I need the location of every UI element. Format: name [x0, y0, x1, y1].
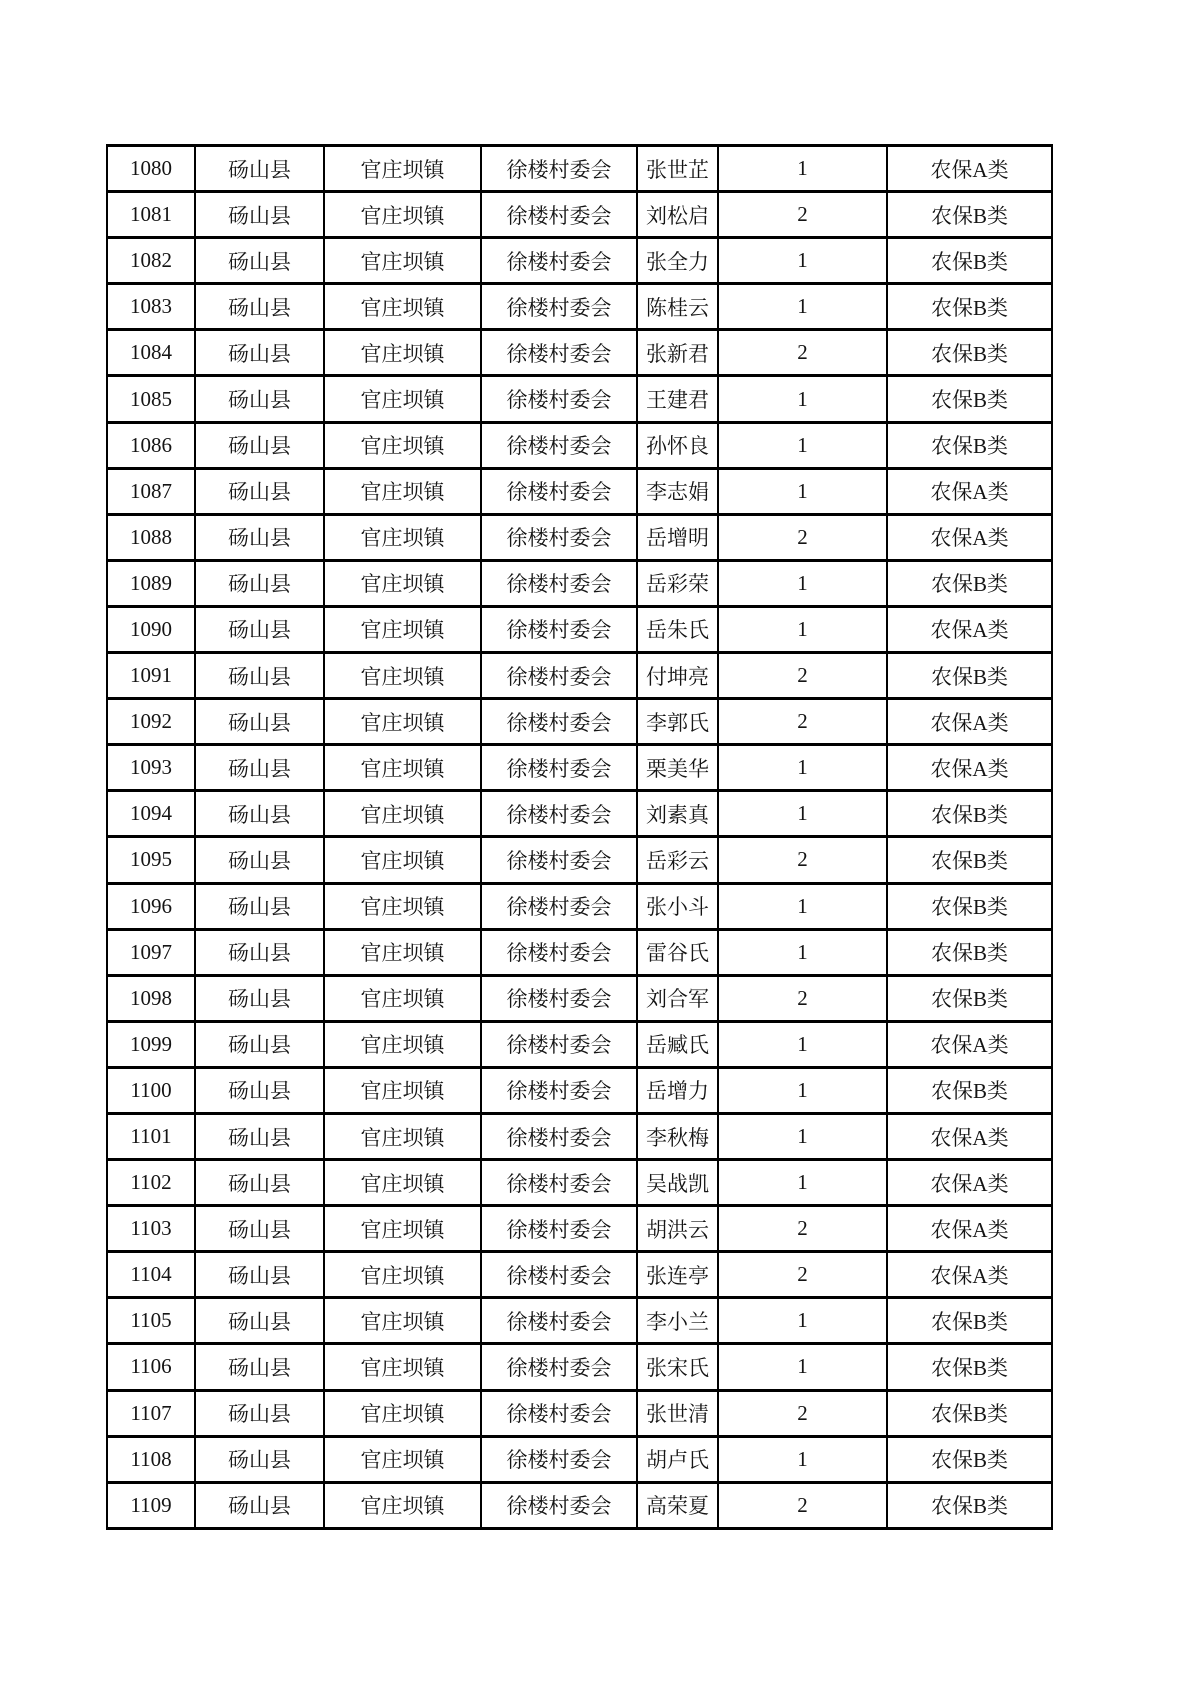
cell-count: 1: [718, 1113, 887, 1159]
cell-count: 1: [718, 284, 887, 330]
cell-serial: 1088: [107, 514, 195, 560]
cell-insurance_category: 农保A类: [887, 1113, 1052, 1159]
cell-insurance_category: 农保B类: [887, 791, 1052, 837]
cell-county: 砀山县: [195, 560, 324, 606]
cell-count: 2: [718, 192, 887, 238]
cell-serial: 1094: [107, 791, 195, 837]
cell-name: 栗美华: [637, 745, 718, 791]
cell-town: 官庄坝镇: [324, 192, 481, 238]
cell-village: 徐楼村委会: [481, 653, 637, 699]
cell-count: 2: [718, 699, 887, 745]
table-row: [107, 376, 1052, 422]
cell-insurance_category: 农保A类: [887, 745, 1052, 791]
cell-count: 1: [718, 560, 887, 606]
cell-county: 砀山县: [195, 514, 324, 560]
cell-count: 1: [718, 468, 887, 514]
cell-insurance_category: 农保B类: [887, 192, 1052, 238]
table-row: [107, 1482, 1052, 1528]
cell-village: 徐楼村委会: [481, 883, 637, 929]
cell-serial: 1099: [107, 1021, 195, 1067]
cell-name: 胡卢氏: [637, 1436, 718, 1482]
cell-village: 徐楼村委会: [481, 1298, 637, 1344]
table-row: [107, 1206, 1052, 1252]
cell-name: 张宋氏: [637, 1344, 718, 1390]
cell-town: 官庄坝镇: [324, 422, 481, 468]
cell-town: 官庄坝镇: [324, 560, 481, 606]
cell-name: 李志娟: [637, 468, 718, 514]
cell-village: 徐楼村委会: [481, 975, 637, 1021]
table-row: [107, 1390, 1052, 1436]
cell-serial: 1096: [107, 883, 195, 929]
cell-count: 1: [718, 422, 887, 468]
cell-count: 2: [718, 975, 887, 1021]
cell-county: 砀山县: [195, 929, 324, 975]
cell-count: 1: [718, 791, 887, 837]
table-row: [107, 192, 1052, 238]
cell-county: 砀山县: [195, 606, 324, 652]
cell-town: 官庄坝镇: [324, 330, 481, 376]
cell-county: 砀山县: [195, 1298, 324, 1344]
cell-name: 李秋梅: [637, 1113, 718, 1159]
cell-village: 徐楼村委会: [481, 837, 637, 883]
cell-count: 1: [718, 1298, 887, 1344]
cell-name: 刘松启: [637, 192, 718, 238]
cell-town: 官庄坝镇: [324, 1021, 481, 1067]
cell-name: 张连亭: [637, 1252, 718, 1298]
table-row: [107, 837, 1052, 883]
table-row: [107, 560, 1052, 606]
cell-insurance_category: 农保B类: [887, 1390, 1052, 1436]
cell-village: 徐楼村委会: [481, 468, 637, 514]
record-table: [106, 144, 1053, 1530]
cell-village: 徐楼村委会: [481, 1482, 637, 1528]
cell-name: 张世芷: [637, 146, 718, 192]
cell-count: 1: [718, 146, 887, 192]
cell-name: 岳增明: [637, 514, 718, 560]
cell-insurance_category: 农保A类: [887, 1252, 1052, 1298]
cell-county: 砀山县: [195, 883, 324, 929]
cell-town: 官庄坝镇: [324, 514, 481, 560]
cell-county: 砀山县: [195, 192, 324, 238]
cell-count: 1: [718, 1160, 887, 1206]
cell-insurance_category: 农保A类: [887, 1021, 1052, 1067]
cell-insurance_category: 农保B类: [887, 330, 1052, 376]
cell-town: 官庄坝镇: [324, 745, 481, 791]
cell-town: 官庄坝镇: [324, 606, 481, 652]
cell-count: 1: [718, 883, 887, 929]
cell-county: 砀山县: [195, 653, 324, 699]
cell-town: 官庄坝镇: [324, 791, 481, 837]
cell-county: 砀山县: [195, 1482, 324, 1528]
cell-name: 岳朱氏: [637, 606, 718, 652]
cell-town: 官庄坝镇: [324, 1252, 481, 1298]
cell-insurance_category: 农保A类: [887, 606, 1052, 652]
cell-village: 徐楼村委会: [481, 1390, 637, 1436]
cell-county: 砀山县: [195, 422, 324, 468]
cell-town: 官庄坝镇: [324, 1298, 481, 1344]
cell-serial: 1103: [107, 1206, 195, 1252]
cell-count: 1: [718, 1344, 887, 1390]
table-row: [107, 975, 1052, 1021]
cell-count: 1: [718, 606, 887, 652]
cell-insurance_category: 农保B类: [887, 1298, 1052, 1344]
cell-count: 2: [718, 653, 887, 699]
cell-serial: 1104: [107, 1252, 195, 1298]
cell-serial: 1102: [107, 1160, 195, 1206]
cell-county: 砀山县: [195, 1344, 324, 1390]
cell-village: 徐楼村委会: [481, 560, 637, 606]
cell-name: 张新君: [637, 330, 718, 376]
cell-name: 高荣夏: [637, 1482, 718, 1528]
table-row: [107, 514, 1052, 560]
cell-name: 刘合军: [637, 975, 718, 1021]
cell-count: 1: [718, 929, 887, 975]
cell-count: 2: [718, 330, 887, 376]
cell-town: 官庄坝镇: [324, 1436, 481, 1482]
cell-town: 官庄坝镇: [324, 1160, 481, 1206]
cell-name: 孙怀良: [637, 422, 718, 468]
cell-town: 官庄坝镇: [324, 975, 481, 1021]
cell-count: 1: [718, 745, 887, 791]
cell-count: 1: [718, 376, 887, 422]
cell-name: 张小斗: [637, 883, 718, 929]
table-row: [107, 1436, 1052, 1482]
cell-name: 岳臧氏: [637, 1021, 718, 1067]
table-row: [107, 284, 1052, 330]
cell-serial: 1085: [107, 376, 195, 422]
cell-town: 官庄坝镇: [324, 1067, 481, 1113]
cell-serial: 1101: [107, 1113, 195, 1159]
cell-village: 徐楼村委会: [481, 146, 637, 192]
cell-village: 徐楼村委会: [481, 699, 637, 745]
cell-name: 刘素真: [637, 791, 718, 837]
cell-count: 1: [718, 1021, 887, 1067]
table-row: [107, 238, 1052, 284]
cell-town: 官庄坝镇: [324, 284, 481, 330]
cell-county: 砀山县: [195, 1390, 324, 1436]
cell-town: 官庄坝镇: [324, 699, 481, 745]
cell-name: 岳增力: [637, 1067, 718, 1113]
cell-county: 砀山县: [195, 1252, 324, 1298]
cell-serial: 1105: [107, 1298, 195, 1344]
cell-town: 官庄坝镇: [324, 468, 481, 514]
cell-insurance_category: 农保A类: [887, 146, 1052, 192]
cell-serial: 1080: [107, 146, 195, 192]
table-row: [107, 146, 1052, 192]
cell-serial: 1093: [107, 745, 195, 791]
cell-county: 砀山县: [195, 330, 324, 376]
cell-name: 付坤亮: [637, 653, 718, 699]
cell-count: 2: [718, 837, 887, 883]
cell-name: 岳彩荣: [637, 560, 718, 606]
cell-serial: 1109: [107, 1482, 195, 1528]
cell-village: 徐楼村委会: [481, 422, 637, 468]
cell-village: 徐楼村委会: [481, 376, 637, 422]
cell-village: 徐楼村委会: [481, 514, 637, 560]
cell-town: 官庄坝镇: [324, 1113, 481, 1159]
table-row: [107, 1160, 1052, 1206]
cell-insurance_category: 农保B类: [887, 1436, 1052, 1482]
table-row: [107, 653, 1052, 699]
cell-town: 官庄坝镇: [324, 146, 481, 192]
table-row: [107, 330, 1052, 376]
cell-count: 2: [718, 1482, 887, 1528]
table-row: [107, 883, 1052, 929]
cell-name: 吴战凯: [637, 1160, 718, 1206]
cell-village: 徐楼村委会: [481, 1067, 637, 1113]
table-row: [107, 1067, 1052, 1113]
cell-count: 1: [718, 238, 887, 284]
cell-county: 砀山县: [195, 1206, 324, 1252]
cell-serial: 1107: [107, 1390, 195, 1436]
cell-insurance_category: 农保B类: [887, 1067, 1052, 1113]
table-row: [107, 1113, 1052, 1159]
cell-serial: 1095: [107, 837, 195, 883]
table-row: [107, 1252, 1052, 1298]
cell-insurance_category: 农保B类: [887, 883, 1052, 929]
cell-count: 2: [718, 1206, 887, 1252]
cell-count: 2: [718, 1252, 887, 1298]
cell-village: 徐楼村委会: [481, 284, 637, 330]
cell-insurance_category: 农保B类: [887, 560, 1052, 606]
cell-insurance_category: 农保A类: [887, 514, 1052, 560]
table-row: [107, 422, 1052, 468]
table-row: [107, 929, 1052, 975]
cell-town: 官庄坝镇: [324, 653, 481, 699]
cell-serial: 1084: [107, 330, 195, 376]
cell-insurance_category: 农保B类: [887, 653, 1052, 699]
cell-serial: 1087: [107, 468, 195, 514]
cell-name: 陈桂云: [637, 284, 718, 330]
cell-town: 官庄坝镇: [324, 1206, 481, 1252]
cell-name: 王建君: [637, 376, 718, 422]
table-row: [107, 1298, 1052, 1344]
cell-insurance_category: 农保B类: [887, 1344, 1052, 1390]
cell-town: 官庄坝镇: [324, 837, 481, 883]
cell-insurance_category: 农保A类: [887, 1206, 1052, 1252]
cell-county: 砀山县: [195, 1113, 324, 1159]
cell-insurance_category: 农保B类: [887, 238, 1052, 284]
cell-county: 砀山县: [195, 1436, 324, 1482]
cell-village: 徐楼村委会: [481, 606, 637, 652]
cell-serial: 1106: [107, 1344, 195, 1390]
cell-village: 徐楼村委会: [481, 1252, 637, 1298]
cell-name: 张全力: [637, 238, 718, 284]
cell-town: 官庄坝镇: [324, 929, 481, 975]
cell-name: 张世清: [637, 1390, 718, 1436]
cell-count: 1: [718, 1436, 887, 1482]
cell-village: 徐楼村委会: [481, 1160, 637, 1206]
cell-county: 砀山县: [195, 284, 324, 330]
cell-village: 徐楼村委会: [481, 192, 637, 238]
cell-insurance_category: 农保B类: [887, 1482, 1052, 1528]
table-row: [107, 1344, 1052, 1390]
cell-village: 徐楼村委会: [481, 1021, 637, 1067]
table-row: [107, 699, 1052, 745]
cell-serial: 1081: [107, 192, 195, 238]
cell-county: 砀山县: [195, 468, 324, 514]
cell-serial: 1100: [107, 1067, 195, 1113]
cell-serial: 1083: [107, 284, 195, 330]
cell-insurance_category: 农保B类: [887, 975, 1052, 1021]
record-table-body: [107, 146, 1052, 1529]
cell-serial: 1091: [107, 653, 195, 699]
cell-insurance_category: 农保B类: [887, 837, 1052, 883]
cell-insurance_category: 农保B类: [887, 422, 1052, 468]
cell-insurance_category: 农保B类: [887, 929, 1052, 975]
cell-serial: 1086: [107, 422, 195, 468]
cell-county: 砀山县: [195, 1067, 324, 1113]
cell-count: 2: [718, 1390, 887, 1436]
table-row: [107, 791, 1052, 837]
cell-county: 砀山县: [195, 146, 324, 192]
table-row: [107, 1021, 1052, 1067]
cell-serial: 1092: [107, 699, 195, 745]
cell-insurance_category: 农保A类: [887, 468, 1052, 514]
cell-town: 官庄坝镇: [324, 1482, 481, 1528]
cell-serial: 1098: [107, 975, 195, 1021]
cell-insurance_category: 农保A类: [887, 699, 1052, 745]
cell-village: 徐楼村委会: [481, 791, 637, 837]
cell-village: 徐楼村委会: [481, 745, 637, 791]
cell-serial: 1089: [107, 560, 195, 606]
table-row: [107, 606, 1052, 652]
cell-serial: 1082: [107, 238, 195, 284]
cell-serial: 1090: [107, 606, 195, 652]
cell-town: 官庄坝镇: [324, 376, 481, 422]
cell-town: 官庄坝镇: [324, 883, 481, 929]
cell-village: 徐楼村委会: [481, 1113, 637, 1159]
cell-village: 徐楼村委会: [481, 238, 637, 284]
cell-county: 砀山县: [195, 837, 324, 883]
cell-serial: 1108: [107, 1436, 195, 1482]
cell-count: 1: [718, 1067, 887, 1113]
cell-county: 砀山县: [195, 975, 324, 1021]
cell-county: 砀山县: [195, 376, 324, 422]
cell-serial: 1097: [107, 929, 195, 975]
cell-name: 李小兰: [637, 1298, 718, 1344]
cell-village: 徐楼村委会: [481, 1344, 637, 1390]
cell-insurance_category: 农保B类: [887, 376, 1052, 422]
table-row: [107, 468, 1052, 514]
table-row: [107, 745, 1052, 791]
cell-county: 砀山县: [195, 1021, 324, 1067]
cell-name: 雷谷氏: [637, 929, 718, 975]
cell-count: 2: [718, 514, 887, 560]
cell-name: 岳彩云: [637, 837, 718, 883]
cell-county: 砀山县: [195, 791, 324, 837]
cell-village: 徐楼村委会: [481, 929, 637, 975]
cell-insurance_category: 农保A类: [887, 1160, 1052, 1206]
cell-county: 砀山县: [195, 699, 324, 745]
cell-county: 砀山县: [195, 238, 324, 284]
cell-town: 官庄坝镇: [324, 1390, 481, 1436]
cell-town: 官庄坝镇: [324, 238, 481, 284]
cell-village: 徐楼村委会: [481, 330, 637, 376]
cell-village: 徐楼村委会: [481, 1436, 637, 1482]
cell-name: 李郭氏: [637, 699, 718, 745]
cell-village: 徐楼村委会: [481, 1206, 637, 1252]
cell-name: 胡洪云: [637, 1206, 718, 1252]
cell-county: 砀山县: [195, 745, 324, 791]
cell-town: 官庄坝镇: [324, 1344, 481, 1390]
cell-county: 砀山县: [195, 1160, 324, 1206]
cell-insurance_category: 农保B类: [887, 284, 1052, 330]
